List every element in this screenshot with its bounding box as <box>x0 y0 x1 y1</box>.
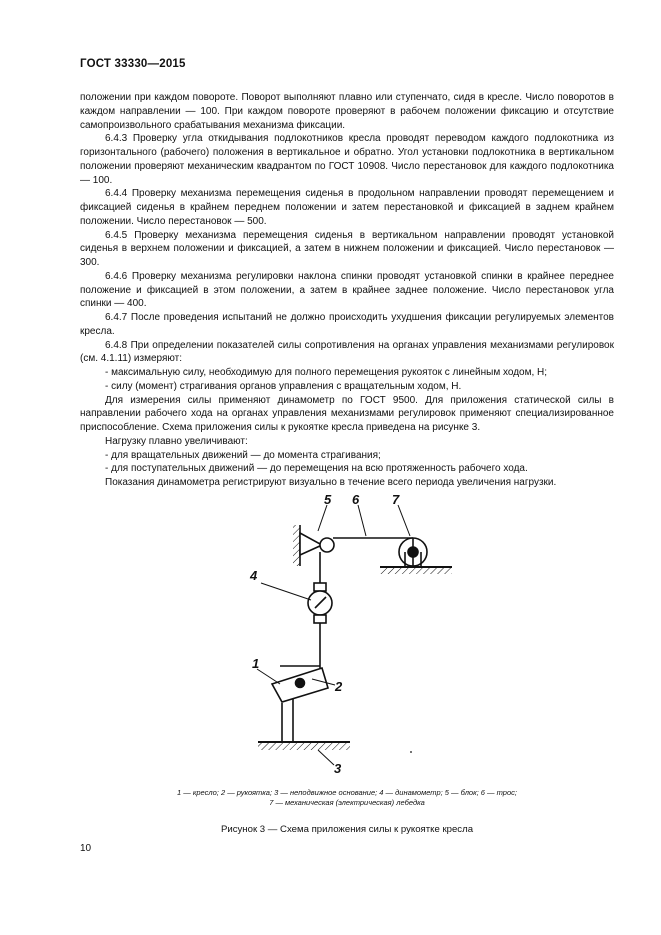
figure-legend <box>100 788 594 808</box>
label-cable: 6 <box>352 492 360 507</box>
pulley-block <box>300 533 334 555</box>
label-handle: 2 <box>335 679 343 694</box>
paragraph-6-4-7: 6.4.7 После проведения испытаний не должно происходить ухудшения фиксации регулируемых элементов кресла. <box>80 312 614 337</box>
legend-line: 7 — механическая (электрическая) лебедка <box>269 798 425 807</box>
label-base: 3 <box>334 761 342 776</box>
list-item: - для поступательных движений — до перемещения на всю протяженность рабочего хода. <box>105 463 528 475</box>
winch <box>380 538 452 574</box>
body-text <box>80 91 614 490</box>
legend-line: 1 — кресло; 2 — рукоятка; 3 — неподвижное основание; 4 — динамометр; 5 — блок; 6 — трос; <box>177 788 517 797</box>
paragraph-6-4-3: 6.4.3 Проверку угла откидывания подлокотников кресла проводят переводом каждого подлокотника из горизонтального (рабочего) положения в вертикальное и обратно. Угол установки подлокотника в вертикальном положении проверяют механическим квадрантом по ГОСТ 10908. Число перестановок для каждого подлокотника — 100. <box>80 133 614 186</box>
list-item: - для вращательных движений — до момента страгивания; <box>105 449 381 461</box>
dynamometer <box>308 583 332 668</box>
label-winch: 7 <box>392 492 400 507</box>
page-number: 10 <box>80 843 92 854</box>
paragraph-6-4-6: 6.4.6 Проверку механизма регулировки наклона спинки проводят установкой спинки в крайнее переднее положение и фиксацией в этом положении, а затем в крайнее заднее положение. Число перестановок угла спинки — 400. <box>80 270 614 310</box>
wall-mount <box>293 525 300 566</box>
paragraph-6-4-4: 6.4.4 Проверку механизма перемещения сиденья в продольном направлении проводят перемещением и фиксацией сиденья в крайнем переднем положении и затем перестановкой и фиксацией в заднем крайнем положении. Число перестановок — 500. <box>80 188 614 227</box>
paragraph: положении при каждом повороте. Поворот выполняют плавно или ступенчато, сидя в кресле. Число поворотов в каждом направлении — 100. При каждом повороте проверяют в рабочем положении фиксацию и отсутствие самопроизвольного срабатывания механизма фиксации. <box>80 92 614 131</box>
label-pulley: 5 <box>324 492 332 507</box>
paragraph: Показания динамометра регистрируют визуально в течение всего периода увеличения нагрузки. <box>105 477 557 488</box>
paragraph-6-4-8: 6.4.8 При определении показателей силы сопротивления на органах управления механизмами регулировок (см. 4.1.11) измеряют: <box>80 339 614 365</box>
force-application-diagram <box>240 487 570 777</box>
label-chair: 1 <box>252 656 260 671</box>
paragraph: Для измерения силы применяют динамометр по ГОСТ 9500. Для приложения статической силы в направлении рабочего хода на органах управления механизмами регулировок применяют специализированное приспособление. Схема приложения силы к рукоятке кресла приведена на рисунке 3. <box>80 394 614 433</box>
chair <box>272 666 328 742</box>
fixed-base <box>258 742 350 750</box>
paragraph-6-4-5: 6.4.5 Проверку механизма перемещения сиденья в вертикальном направлении проводят установкой сиденья в верхнем положении и фиксацией, а затем в нижнем положении и фиксацией. Число перестановок — 300. <box>80 229 614 268</box>
list-item: - силу (момент) страгивания органов управления с вращательным ходом, Н. <box>105 380 462 392</box>
paragraph: Нагрузку плавно увеличивают: <box>105 435 248 447</box>
list-item: - максимальную силу, необходимую для полного перемещения рукояток с линейным ходом, Н; <box>105 367 548 378</box>
dot-mark <box>410 751 412 753</box>
document-header: ГОСТ 33330—2015 <box>80 58 186 70</box>
label-dynamometer: 4 <box>250 568 258 583</box>
figure-caption: Рисунок 3 — Схема приложения силы к рукоятке кресла <box>220 824 474 835</box>
